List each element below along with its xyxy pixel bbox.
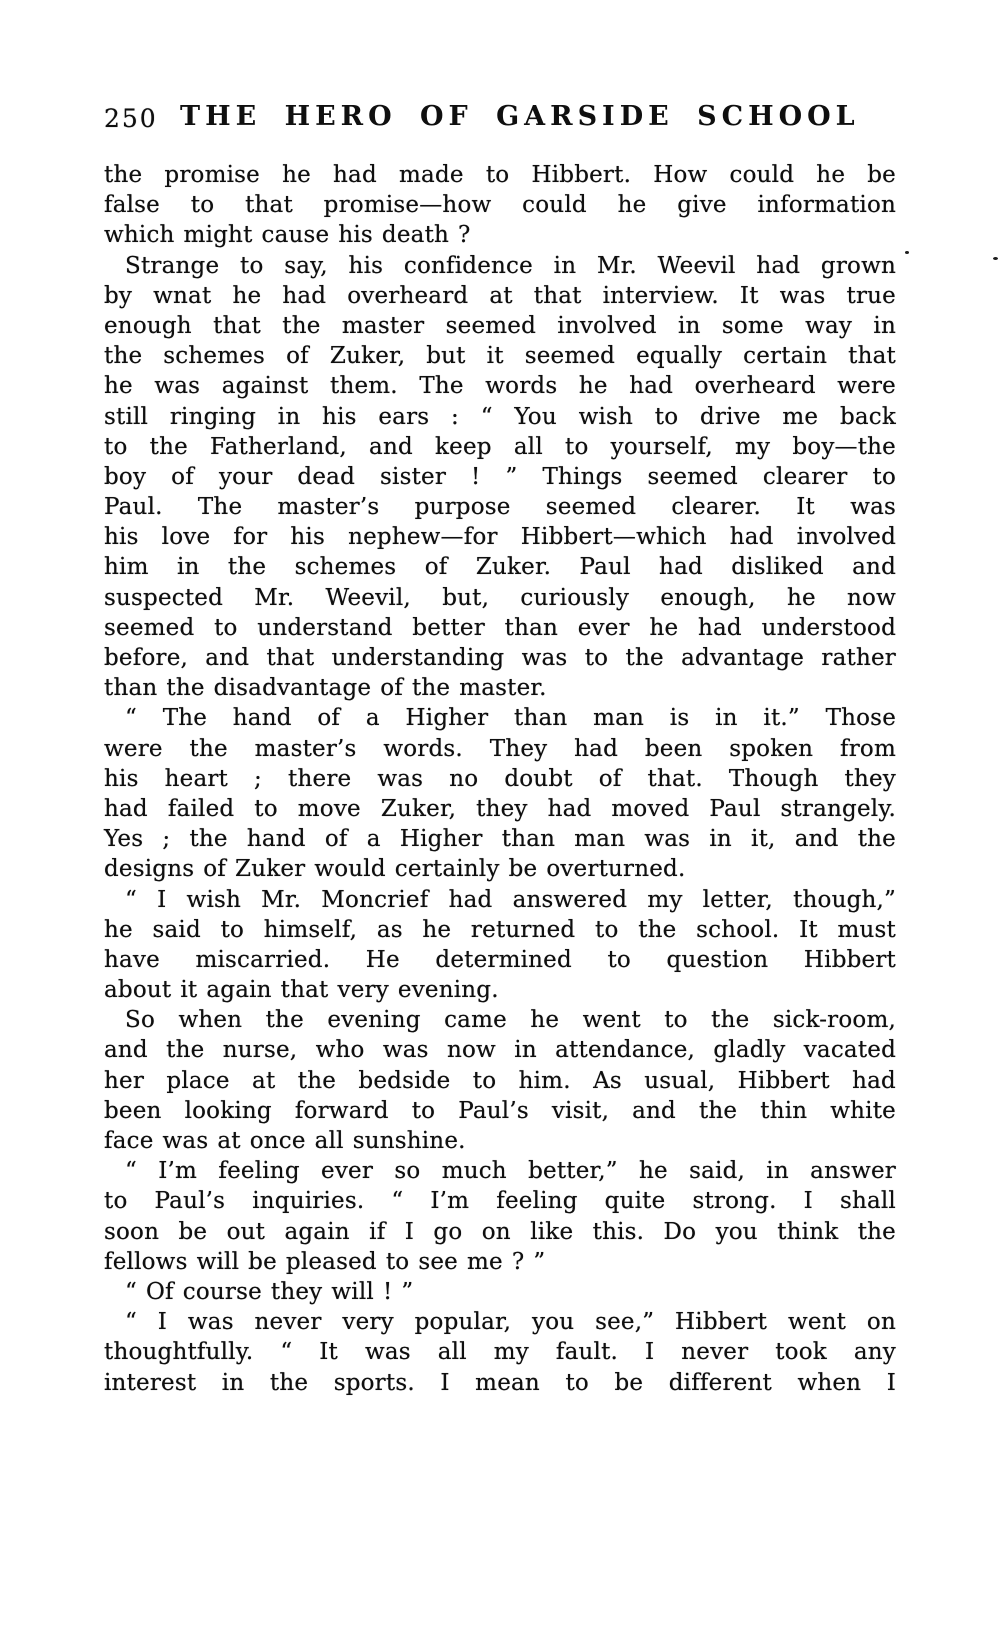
text-line: thoughtfully. “ It was all my fault. I never took any <box>104 1339 896 1366</box>
text-line: his love for his nephew—for Hibbert—which had involved <box>104 524 896 551</box>
text-line: him in the schemes of Zuker. Paul had disliked and <box>104 554 896 581</box>
text-line: before, and that understanding was to the advantage rather <box>104 645 896 671</box>
running-title: THE HERO OF GARSIDE SCHOOL <box>180 101 860 132</box>
text-line: enough that the master seemed involved in some way in <box>104 312 896 339</box>
scan-speck <box>905 251 909 254</box>
text-line: boy of your dead sister ! ” Things seemed clearer to <box>104 463 896 490</box>
text-line: the promise he had made to Hibbert. How could he be <box>104 162 896 188</box>
text-line: soon be out again if I go on like this. Do you think the <box>104 1218 896 1245</box>
text-line: and the nurse, who was now in attendance, gladly vacated <box>104 1037 896 1064</box>
text-line: “ The hand of a Higher than man is in it.” Those <box>125 705 896 732</box>
text-line: his heart ; there was no doubt of that. Though they <box>104 765 896 792</box>
page-text <box>104 160 896 1398</box>
text-line: interest in the sports. I mean to be different when I <box>104 1369 896 1396</box>
text-line: So when the evening came he went to the sick-room, <box>125 1007 896 1034</box>
text-line: he said to himself, as he returned to the school. It must <box>104 916 896 943</box>
page-header <box>104 101 896 137</box>
text-line: he was against them. The words he had overheard were <box>104 373 896 400</box>
text-line: were the master’s words. They had been spoken from <box>104 735 896 762</box>
text-line: designs of Zuker would certainly be overturned. <box>104 856 686 883</box>
text-line: fellows will be pleased to see me ? ” <box>104 1248 546 1275</box>
text-line: “ I was never very popular, you see,” Hibbert went on <box>125 1309 896 1336</box>
page-number: 250 <box>104 104 158 133</box>
text-line: Paul. The master’s purpose seemed clearer. It was <box>104 494 896 521</box>
text-line: her place at the bedside to him. As usual, Hibbert had <box>104 1067 896 1094</box>
text-line: false to that promise—how could he give information <box>104 192 896 219</box>
text-line: still ringing in his ears : “ You wish to drive me back <box>104 403 896 430</box>
text-line: Strange to say, his confidence in Mr. Weevil had grown <box>125 252 896 279</box>
text-line: seemed to understand better than ever he had understood <box>104 614 896 641</box>
text-line: about it again that very evening. <box>104 977 499 1004</box>
text-line: than the disadvantage of the master. <box>104 675 547 702</box>
text-line: the schemes of Zuker, but it seemed equally certain that <box>104 343 896 370</box>
text-line: had failed to move Zuker, they had moved Paul strangely. <box>104 795 896 822</box>
text-line: which might cause his death ? <box>104 222 471 249</box>
text-line: to Paul’s inquiries. “ I’m feeling quite strong. I shall <box>104 1188 896 1215</box>
text-line: by wnat he had overheard at that interview. It was true <box>104 282 896 309</box>
scan-speck <box>993 257 998 260</box>
text-line: to the Fatherland, and keep all to yourself, my boy—the <box>104 433 896 460</box>
text-line: “ Of course they will ! ” <box>125 1278 414 1305</box>
text-line: have miscarried. He determined to question Hibbert <box>104 946 896 973</box>
text-line: “ I wish Mr. Moncrief had answered my letter, though,” <box>125 886 896 913</box>
text-line: been looking forward to Paul’s visit, and the thin white <box>104 1097 896 1124</box>
text-line: “ I’m feeling ever so much better,” he said, in answer <box>125 1158 896 1185</box>
text-line: suspected Mr. Weevil, but, curiously enough, he now <box>104 584 896 611</box>
text-line: Yes ; the hand of a Higher than man was in it, and the <box>104 826 896 853</box>
text-line: face was at once all sunshine. <box>104 1128 466 1154</box>
